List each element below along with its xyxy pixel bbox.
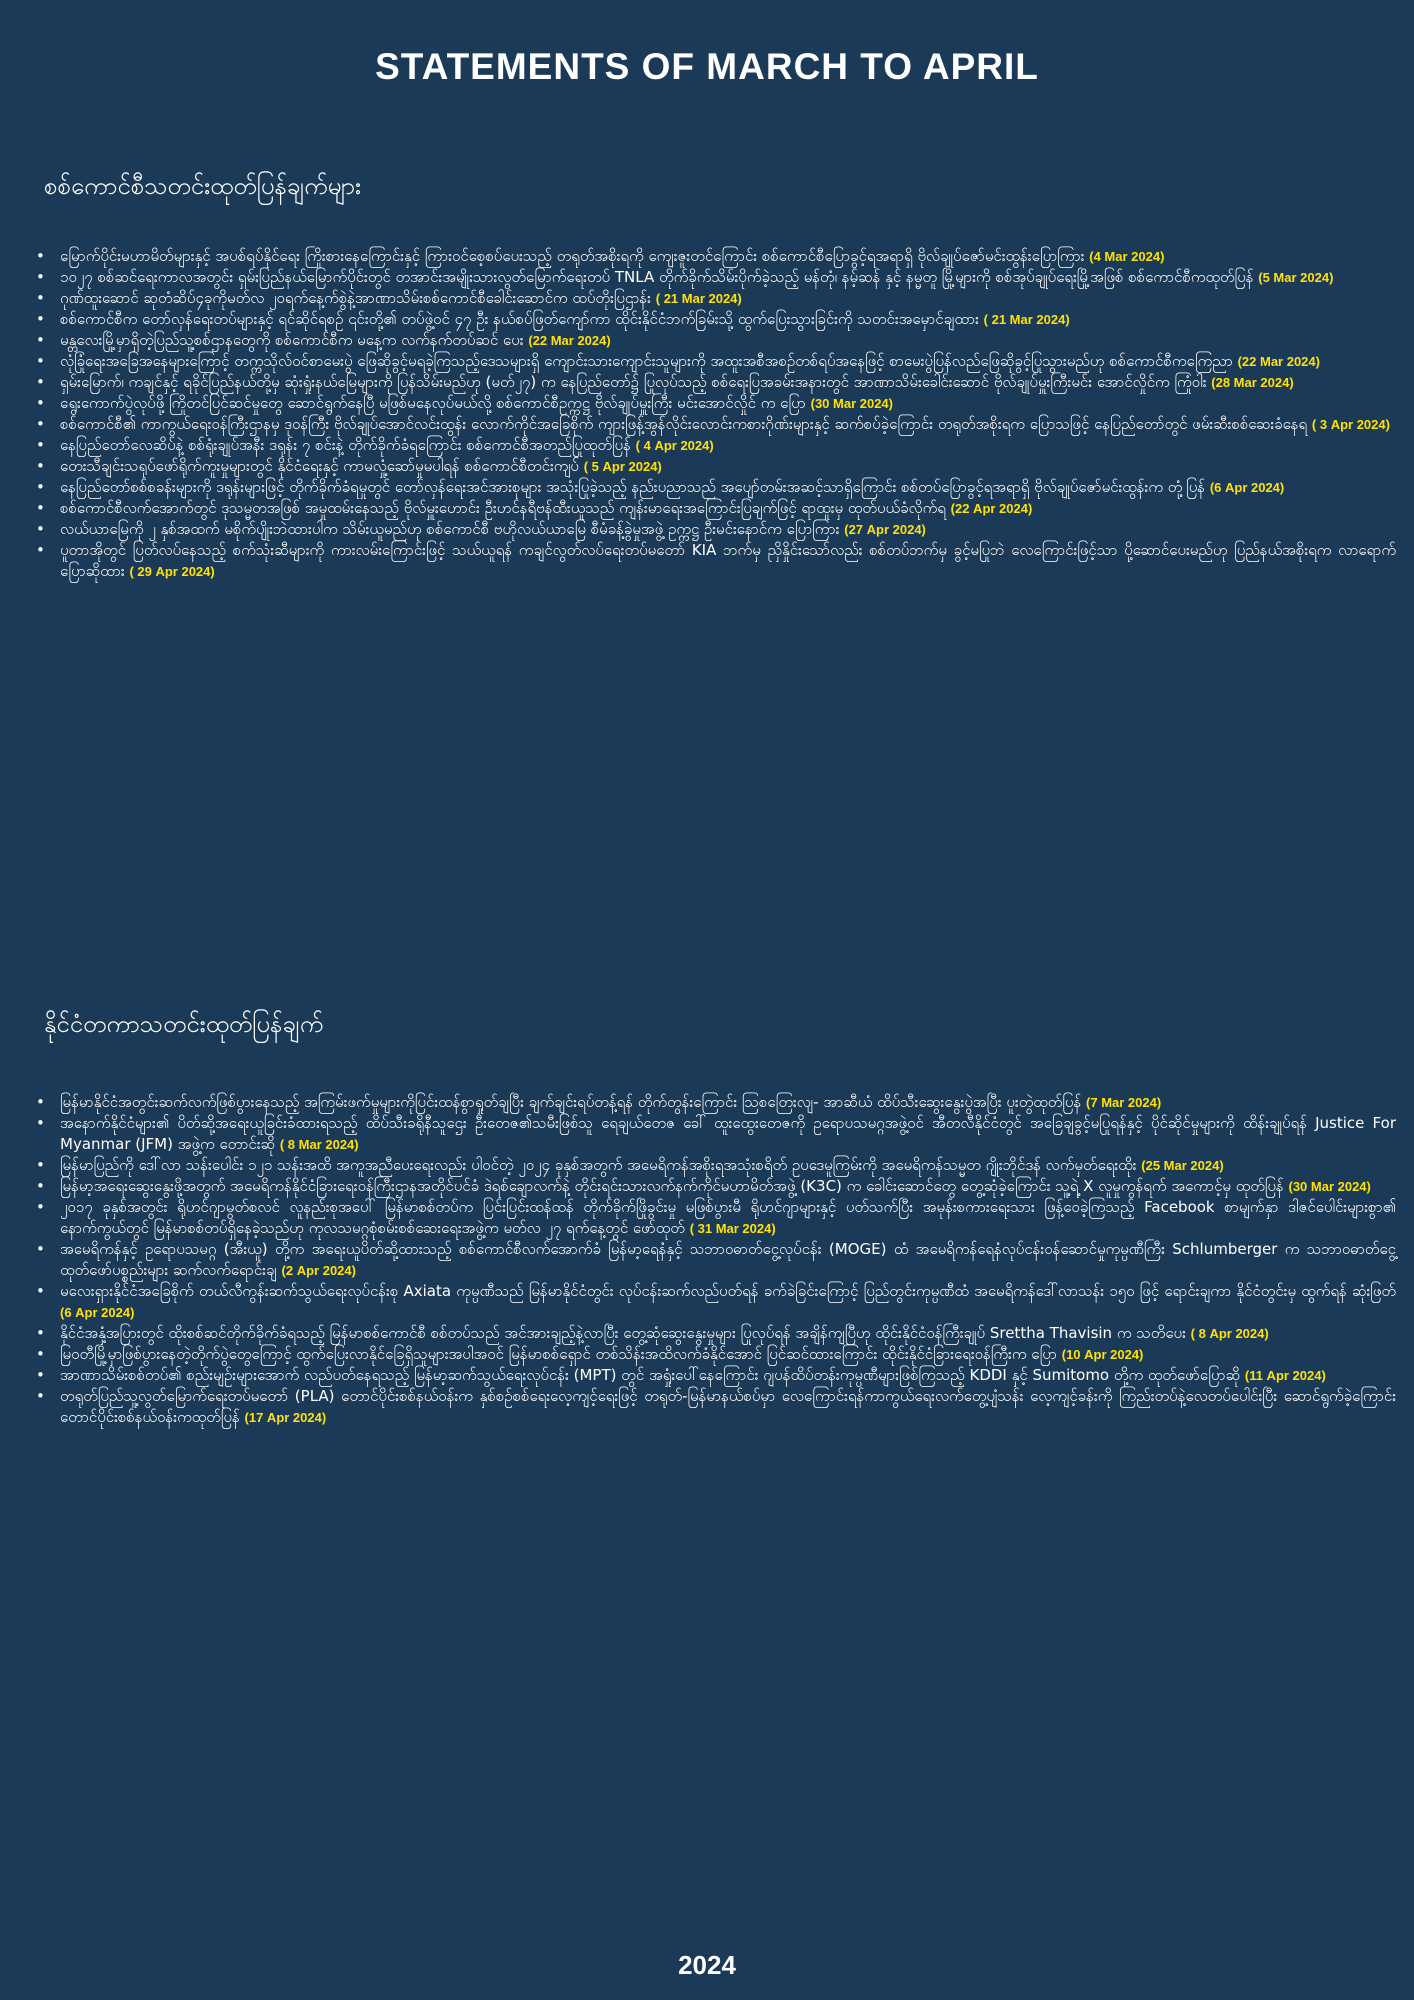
- statement-date: ( 8 Apr 2024): [1190, 1326, 1269, 1341]
- statement-date: (22 Apr 2024): [950, 501, 1033, 516]
- statement-item: [36, 1092, 1396, 1113]
- section-heading: နိုင်ငံတကာသတင်းထုတ်ပြန်ချက်: [44, 1010, 324, 1038]
- statement-date: (25 Mar 2024): [1141, 1158, 1224, 1173]
- statement-text: အာဏာသိမ်းစစ်တပ်၏ စည်းမျဉ်းများအောက် လည်ပတ်နေရသည့် မြန်မာ့ဆက်သွယ်ရေးလုပ်ငန်း (MPT) တွင် အရှုံးပေါ်နေကြောင်း ဂျပန်ထိပ်တန်းကုမ္ပဏီများဖြစ်ကြသည့် KDDI နှင့် Sumitomo တို့က ထုတ်ဖော်ပြောဆို: [60, 1366, 1241, 1384]
- statement-item: [36, 288, 1396, 309]
- statement-date: (30 Mar 2024): [1288, 1179, 1371, 1194]
- statement-date: ( 8 Mar 2024): [279, 1137, 359, 1152]
- statement-item: [36, 1113, 1396, 1155]
- statement-date: (30 Mar 2024): [810, 396, 893, 411]
- statement-date: ( 21 Mar 2024): [655, 291, 742, 306]
- statement-date: (6 Apr 2024): [60, 1305, 135, 1320]
- statement-item: [36, 477, 1396, 498]
- international-statements-section: [0, 1008, 1414, 1428]
- junta-statements-section: [0, 170, 1414, 582]
- statement-text: ဂုဏ်ထူးဆောင် ဆုတံဆိပ်၄ခုကိုမတ်လ ၂၀ရက်နေ့က်စွဲနဲ့အာဏာသိမ်းစစ်ကောင်စီခေါင်းဆောင်က ထပ်တိုးပြဌာန်း: [60, 289, 651, 307]
- statement-item: [36, 267, 1396, 288]
- statement-text: နိုင်ငံအနှံ့အပြားတွင် ထိုးစစ်ဆင်တိုက်ခိုက်ခံရသည့် မြန်မာစစ်ကောင်စီ စစ်တပ်သည် အင်အားချည့်နဲ့လာပြီး တွေ့ဆုံဆွေးနွေးမှုများ ပြုလုပ်ရန် အချိန်ကျပြီဟု ထိုင်းနိုင်ငံဝန်ကြီးချုပ် Srettha Thavisin က သတိပေး: [60, 1324, 1186, 1342]
- statement-text: တရုတ်ပြည်သူ့လွတ်မြောက်ရေးတပ်မတော် (PLA) တောင်ပိုင်းစစ်နယ်ဝန်းက နှစ်စဉ်စစ်ရေးလေ့ကျင့်ရေးဖြင့် တရုတ်-မြန်မာနယ်စပ်မှာ လေကြောင်းရန်ကာကွယ်ရေးလက်တွေ့ပျံသန်း လေ့ကျင့်ခန်းကို ကြည်းတပ်နဲ့လေတပ်ပေါင်းပြီး ဆောင်ရွက်ခဲ့ကြောင်း တောင်ပိုင်းစစ်နယ်ဝန်းကထုတ်ပြန်: [60, 1387, 1396, 1426]
- statement-item: [36, 414, 1396, 435]
- statement-item: [36, 1176, 1396, 1197]
- statement-text: တေးသီချင်းသရုပ်ဖော်ရိုက်ကူးမှုများတွင် နိုင်ငံရေးနှင့် ကာမလှုံ့ဆော်မှုမပါရန် စစ်ကောင်စီတင်းကျပ်: [60, 457, 579, 475]
- statement-text: မြဝတီမြို့မှာဖြစ်ပွားနေတဲ့တိုက်ပွဲတွေကြောင့် ထွက်ပြေးလာနိုင်ခြေရှိသူများအပါအဝင် မြန်မာစစ်ရှောင် တစ်သိန်းအထိလက်ခံနိုင်အောင် ပြင်ဆင်ထားကြောင်း ထိုင်းနိုင်ငံခြားရေးဝန်ကြီးက ပြော: [60, 1345, 1057, 1363]
- statement-date: (2 Apr 2024): [281, 1263, 356, 1278]
- statement-date: (22 Mar 2024): [528, 333, 611, 348]
- statement-item: [36, 1197, 1396, 1239]
- footer-year: 2024: [678, 1950, 736, 1980]
- statement-item: [36, 351, 1396, 372]
- statement-item: [36, 1386, 1396, 1428]
- statement-text: မန္တလေးမြို့မှာရှိတဲ့ပြည်သူ့စစ်ဌာနတွေကို စစ်ကောင်စီက မနေ့က လက်နက်တပ်ဆင် ပေး: [60, 331, 524, 349]
- statement-date: (28 Mar 2024): [1211, 375, 1294, 390]
- statement-date: (27 Apr 2024): [844, 522, 926, 537]
- statement-date: (7 Mar 2024): [1086, 1095, 1162, 1110]
- statement-date: (6 Apr 2024): [1209, 480, 1285, 495]
- statement-text: နေပြည်တော်လေဆိပ်နဲ့ စစ်ရုံးချုပ်အနီး ဒရုန်း ၇ စင်းနဲ့ တိုက်ခိုက်ခံရကြောင်း စစ်ကောင်စီအတည်ပြုထုတ်ပြန်: [60, 436, 631, 454]
- statement-date: ( 29 Apr 2024): [129, 564, 215, 579]
- statement-text: လုံခြုံရေးအခြေအနေများကြောင့် တက္ကသိုလ်ဝင်စာမေးပွဲ ဖြေဆိုခွင့်မရခဲ့ကြသည့်ဒေသများရှိ ကျောင်းသားကျောင်းသူများကို အထူးအစီအစဉ်တစ်ရပ်အနေဖြင့် စာမေးပွဲပြန်လည်ဖြေဆိုခွင့်ပြုသွားမည်ဟု စစ်ကောင်စီကကြေညာ: [60, 352, 1233, 370]
- page-title: STATEMENTS OF MARCH TO APRIL: [375, 46, 1039, 87]
- statement-text: မြန်မာပြည်ကို ဒေါ်လာ သန်းပေါင်း ၁၂၁ သန်းအထိ အကူအညီပေးရေးလည်း ပါဝင်တဲ့ ၂၀၂၄ ခုနှစ်အတွက် အမေရိကန်အစိုးရအသုံးစရိတ် ဥပဒေမူကြမ်းကို အမေရိကန်သမ္မတ ဂျိုးဘိုင်ဒန် လက်မှတ်ရေးထိုး: [60, 1156, 1137, 1174]
- statement-item: [36, 540, 1396, 582]
- statement-text: မြောက်ပိုင်းမဟာမိတ်များနှင့် အပစ်ရပ်နိုင်ရေး ကြိုးစားနေကြောင်းနှင့် ကြားဝင်စေ့စပ်ပေးသည့် တရုတ်အစိုးရကို ကျေးဇူးတင်ကြောင်း စစ်ကောင်စီပြောခွင့်ရအရာရှိ ဗိုလ်ချုပ်ဇော်မင်းထွန်းပြောကြား: [60, 247, 1085, 265]
- statement-date: (4 Mar 2024): [1089, 249, 1165, 264]
- statement-item: [36, 393, 1396, 414]
- statement-date: (5 Mar 2024): [1258, 270, 1334, 285]
- statement-text: ပူတာအိုတွင် ပြတ်လပ်နေသည့် စက်သုံးဆီများကို ကားလမ်းကြောင်းဖြင့် သယ်ယူရန် ကချင်လွတ်လပ်ရေးတပ်မတော် KIA ဘက်မှ ညှိနှိုင်းသော်လည်း စစ်တပ်ဘက်မှ ခွင့်မပြုဘဲ လေကြောင်းဖြင့်သာ ပို့ဆောင်ပေးမည်ဟု ပြည်နယ်အစိုးရက လာရောက်ပြောဆိုထား: [60, 541, 1396, 580]
- statement-text: ၂၀၁၇ ခုနှစ်အတွင်း ရိုဟင်ဂျာမွတ်စလင် လူနည်းစုအပေါ် မြန်မာစစ်တပ်က ပြင်းပြင်းထန်ထန် တိုက်ခိုက်ဖြိုခွင်းမှု မဖြစ်ပွားမီ ရိုဟင်ဂျာများနှင့် ပတ်သက်ပြီး အမုန်းစကားရေးသား ဖြန့်ဝေခဲ့ကြသည့် Facebook စာမျက်နှာ ဒါဇင်ပေါင်းများစွာ၏ နောက်ကွယ်တွင် မြန်မာစစ်တပ်ရှိနေခဲ့သည်ဟု ကုလသမဂ္ဂစုံစမ်းစစ်ဆေးရေးအဖွဲ့က မတ်လ ၂၇ ရက်နေ့တွင် ဖော်ထုတ်: [60, 1198, 1396, 1237]
- statement-text: စစ်ကောင်စီလက်အောက်တွင် ဒုသမ္မတအဖြစ် အမှုထမ်းနေသည့် ဗိုလ်မှူးဟောင်း ဦးဟင်နရီဗန်ထီးယူသည် ကျန်းမာရေးအကြောင်းပြချက်ဖြင့် ရာထူးမှ ထုတ်ပယ်ခံလိုက်ရ: [60, 499, 946, 517]
- statement-date: (17 Apr 2024): [244, 1410, 327, 1425]
- statement-item: [36, 309, 1396, 330]
- statement-item: [36, 456, 1396, 477]
- statement-text: ရွေးကောက်ပွဲလုပ်ဖို့ ကြိုတင်ပြင်ဆင်မှုတွေ ဆောင်ရွက်နေပြီ မဖြစ်မနေလုပ်မယ်လို့ စစ်ကောင်စီဥက္ကဋ္ဌ ဗိုလ်ချုပ်မှူးကြီး မင်းအောင်လှိုင် က ပြော: [60, 394, 806, 412]
- statement-item: [36, 435, 1396, 456]
- statement-date: ( 31 Mar 2024): [689, 1221, 776, 1236]
- statement-item: [36, 1344, 1396, 1365]
- statement-text: မလေးရှားနိုင်ငံအခြေစိုက် တယ်လီကွန်းဆက်သွယ်ရေးလုပ်ငန်းစု Axiata ကုမ္ပဏီသည် မြန်မာနိုင်ငံတွင်း လုပ်ငန်းဆက်လည်ပတ်ရန် ခက်ခဲခြင်းကြောင့် ပြည်တွင်းကုမ္ပဏီထံ အမေရိကန်ဒေါ်လာသန်း ၁၅၀ ဖြင့် ရောင်းချကာ နိုင်ငံတွင်းမှ ထွက်ရန် ဆုံးဖြတ်: [60, 1282, 1396, 1300]
- statement-date: ( 4 Apr 2024): [635, 438, 714, 453]
- statement-text: အမေရိကန်နှင့် ဥရောပသမဂ္ဂ (အီးယူ) တို့က အရေးယူပိတ်ဆို့ထားသည့် စစ်ကောင်စီလက်အောက်ခံ မြန်မာ့ရေနံနှင့် သဘာဝဓာတ်ငွေ့လုပ်ငန်း (MOGE) ထံ အမေရိကန်ရေနံလုပ်ငန်းဝန်ဆောင်မှုကုမ္ပဏီကြီး Schlumberger က သဘာဝဓာတ်ငွေ့ထုတ်ဖော်ပစ္စည်းများ ဆက်လက်ရောင်းချ: [60, 1240, 1396, 1279]
- statement-list: [0, 1092, 1396, 1428]
- statement-text: နေပြည်တော်စစ်စခန်းများကို ဒရုန်းများဖြင့် တိုက်ခိုက်ခံရမှုတွင် တော်လှန်ရေးအင်အားစုများ အသုံးပြုခဲ့သည့် နည်းပညာသည် အပျော်တမ်းအဆင့်သာရှိကြောင်း စစ်တပ်ပြောခွင့်ရအရာရှိ ဗိုလ်ချုပ်ဇော်မင်းထွန်းက တုံ့ပြန်: [60, 478, 1206, 496]
- statement-date: ( 3 Apr 2024): [1311, 417, 1390, 432]
- statement-text: မြန်မာနိုင်ငံအတွင်းဆက်လက်ဖြစ်ပွားနေသည့် အကြမ်းဖက်မှုများကိုပြင်းထန်စွာရှုတ်ချပြီး ချက်ချင်းရပ်တန့်ရန် တိုက်တွန်းကြောင်း သြစတြေးလျ- အာဆီယံ ထိပ်သီးဆွေးနွေးပွဲအပြီး ပူးတွဲထုတ်ပြန်: [60, 1093, 1082, 1111]
- statement-item: [36, 1365, 1396, 1386]
- statement-item: [36, 498, 1396, 519]
- statement-text: မြန်မာ့အရေးဆွေးနွေးဖို့အတွက် အမေရိကန်နိုင်ငံခြားရေးဝန်ကြီးဌာနအတိုင်ပင်ခံ ဒဲရစ်ချောလက်နဲ့ တိုင်းရင်းသားလက်နက်ကိုင်မဟာမိတ်အဖွဲ့ (K3C) က ခေါင်းဆောင်တွေ တွေ့ဆုံခဲ့ကြောင်း သူ့ရဲ့ X လူမှုကွန်ရက် အကောင့်မှ ထုတ်ပြန်: [60, 1177, 1284, 1195]
- statement-item: [36, 330, 1396, 351]
- statement-item: [36, 372, 1396, 393]
- statement-date: (11 Apr 2024): [1244, 1368, 1326, 1383]
- statement-item: [36, 1323, 1396, 1344]
- statement-date: ( 5 Apr 2024): [583, 459, 662, 474]
- statement-list: [0, 246, 1396, 582]
- statement-date: (10 Apr 2024): [1061, 1347, 1144, 1362]
- statement-date: (22 Mar 2024): [1237, 354, 1320, 369]
- statement-text: အနောက်နိုင်ငံများ၏ ပိတ်ဆို့အရေးယူခြင်းခံထားရသည့် ထိပ်သီးခရိုနီသူဌေး ဦးတေဇ၏သမီးဖြစ်သူ ရေချယ်တေဇ ခေါ် ထူးထွေးတေဇကို ဥရောပသမဂ္ဂအဖွဲ့ဝင် အီတလီနိုင်ငံတွင် အခြေချခွင့်မပြုရန်နှင့် ပိုင်ဆိုင်မှုများကို ထိန်းချုပ်ရန် Justice For Myanmar (JFM) အဖွဲ့က တောင်းဆို: [60, 1114, 1396, 1153]
- statement-text: ရှမ်းမြောက်၊ ကချင်နှင့် ရခိုင်ပြည်နယ်တို့မှ ဆုံးရှုံးနယ်မြေများကို ပြန်သိမ်းမည်ဟု (မတ်၂၇) က နေပြည်တော်၌ ပြုလုပ်သည့် စစ်ရေးပြအခမ်းအနားတွင် အာဏာသိမ်းခေါင်းဆောင် ဗိုလ်ချုပ်မှူးကြီးမင်း အောင်လှိုင်က ကြုံဝါး: [60, 373, 1207, 391]
- statement-item: [36, 1155, 1396, 1176]
- statement-text: ၁၀၂၇ စစ်ဆင်ရေးကာလအတွင်း ရှမ်းပြည်နယ်မြောက်ပိုင်းတွင် တအာင်းအမျိုးသားလွတ်မြောက်ရေးတပ် TNLA တိုက်ခိုက်သိမ်းပိုက်ခဲ့သည့် မန်တုံ၊ နမ့်ဆန် နှင့် နမ္မတူ မြို့များကို စစ်အုပ်ချုပ်ရေးမြို့အဖြစ် စစ်ကောင်စီကထုတ်ပြန်: [60, 268, 1254, 286]
- statement-item: [36, 1239, 1396, 1281]
- statement-item: [36, 519, 1396, 540]
- statement-item: [36, 246, 1396, 267]
- statement-item: [36, 1281, 1396, 1323]
- statement-date: ( 21 Mar 2024): [983, 312, 1070, 327]
- statement-text: လယ်ယာမြေကို ၂ နှစ်အထက် မစိုက်ပျိုးဘဲထားပါက သိမ်းယူမည်ဟု စစ်ကောင်စီ ဗဟိုလယ်ယာမြေ စီမံခန့်ခွဲမှုအဖွဲ့ ဥက္ကဋ္ဌ ဦးမင်းနောင်က ပြောကြား: [60, 520, 840, 538]
- statement-text: စစ်ကောင်စီက တော်လှန်ရေးတပ်များနှင့် ရင်ဆိုင်ရစဉ် ၎င်းတို့၏ တပ်ဖွဲ့ဝင် ၄၇ ဦး နယ်စပ်ဖြတ်ကျော်ကာ ထိုင်းနိုင်ငံဘက်ခြမ်းသို့ ထွက်ပြေးသွားခြင်းကို သတင်းအမှောင်ချထား: [60, 310, 979, 328]
- section-heading: စစ်ကောင်စီသတင်းထုတ်ပြန်ချက်များ: [44, 172, 362, 200]
- statement-text: စစ်ကောင်စီ၏ ကာကွယ်ရေးဝန်ကြီးဌာနမှ ဒုဝန်ကြီး ဗိုလ်ချုပ်အောင်လင်းထွန်း လောက်ကိုင်အခြေစိုက် ကျားဖြန့်အွန်လိုင်းလောင်းကစားဂိုဏ်းများနှင့် ဆက်စပ်ခဲ့ကြောင်း တရုတ်အစိုးရက ပြောသဖြင့် နေပြည်တော်တွင် ဖမ်းဆီးစစ်ဆေးခံနေရ: [60, 415, 1308, 433]
